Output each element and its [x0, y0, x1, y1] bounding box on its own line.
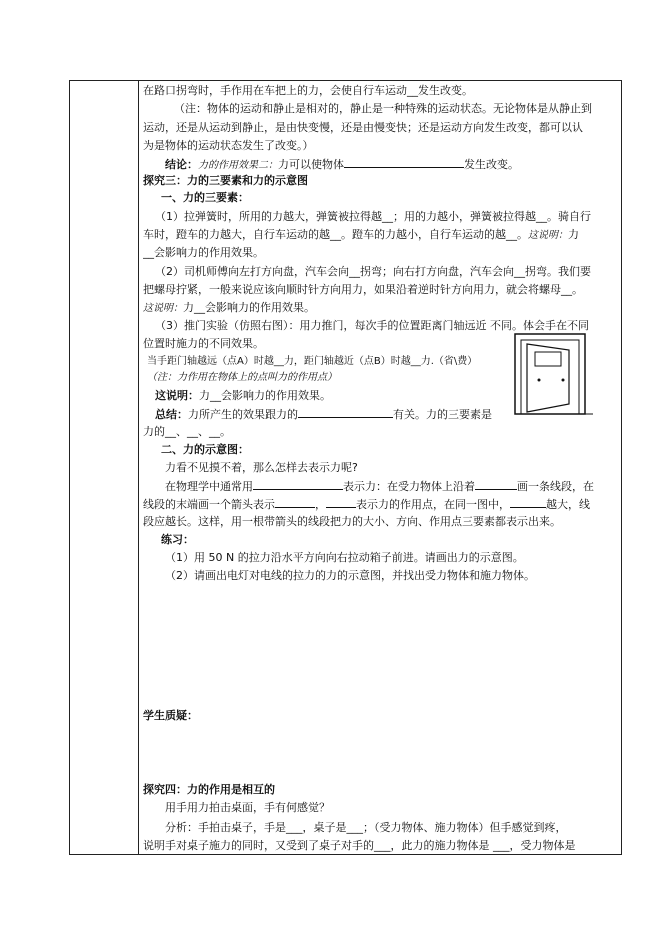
text-line [155, 406, 492, 422]
text-line: 运动，还是从运动到静止，是由快变慢，还是由慢变快；还是运动方向发生改变，都可以认 [143, 121, 583, 134]
text-line: 把螺母拧紧，一般来说应该向顺时针方向用力，如果沿着逆时针方向用力，就会将螺母__。 [143, 283, 583, 296]
conclusion-label: 结论： [165, 158, 198, 171]
text-line: 位置时施力的不同效果。 [143, 337, 264, 350]
blank-field[interactable] [326, 496, 356, 508]
text-fragment: 力__会影响力的作用效果。 [199, 389, 331, 402]
text-fragment: 在物理学中通常用 [165, 480, 253, 493]
text-line: 力的__、__、__。 [143, 425, 231, 438]
italic-note: （注：力作用在物体上的点叫力的作用点） [147, 372, 337, 383]
blank-field[interactable] [253, 478, 343, 490]
blank-field[interactable] [275, 496, 315, 508]
blank-field[interactable] [344, 156, 464, 168]
italic-note: 这说明： [528, 230, 568, 241]
text-line: （2）司机师傅向左打方向盘，汽车会向__拐弯；向右打方向盘，汽车会向__拐弯。我们要 [155, 265, 591, 278]
text-line: （1）拉弹簧时，所用的力越大，弹簧被拉得越__；用的力越小，弹簧被拉得越__。骑自行 [155, 210, 591, 223]
text-line: 力看不见摸不着，那么怎样去表示力呢? [165, 461, 358, 474]
note-label: 这说明： [155, 389, 199, 402]
subsection-heading: 一、力的三要素： [161, 191, 249, 204]
door-diagram [507, 328, 597, 418]
text-fragment: 发生改变。 [464, 158, 519, 171]
text-fragment: 力__会影响力的作用效果。 [183, 301, 315, 314]
conclusion-line [165, 156, 519, 173]
italic-note: 这说明： [143, 303, 183, 314]
text-line [143, 300, 315, 316]
text-line: （1）用 50 N 的拉力沿水平方向向右拉动箱子前进。请画出力的示意图。 [165, 551, 524, 564]
lesson-content [143, 80, 617, 855]
text-line: 说明手对桌子施力的同时，又受到了桌子对手的___，此力的施力物体是 ___，受力物体是 [143, 839, 576, 852]
text-fragment: 车时，蹬车的力越大，自行车运动的越__。蹬车的力越小，自行车运动的越__。 [143, 228, 528, 241]
blank-field[interactable] [475, 478, 517, 490]
text-fragment: 表示力的作用点，在同一图中， [356, 498, 510, 511]
section-heading: 探究四：力的作用是相互的 [143, 783, 275, 796]
student-questions-label: 学生质疑： [143, 709, 198, 722]
text-fragment: 力所产生的效果跟力的 [188, 408, 298, 421]
text-line [155, 388, 331, 403]
text-fragment: 表示力：在受力物体上沿着 [343, 480, 475, 493]
text-line: 用手用力拍击桌面，手有何感觉？ [165, 801, 330, 814]
subsection-heading: 二、力的示意图： [161, 443, 249, 456]
text-fragment: 有关。力的三要素是 [393, 408, 492, 421]
blank-field[interactable] [510, 496, 546, 508]
text-fragment: 力 [568, 228, 579, 241]
text-line: 在路口拐弯时，手作用在车把上的力，会使自行车运动__发生改变。 [143, 84, 473, 97]
text-line: 段应越长。这样，用一根带箭头的线段把力的大小、方向、作用点三要素都表示出来。 [143, 515, 561, 528]
italic-note: 力的作用效果二： [198, 160, 278, 171]
blank-field[interactable] [298, 406, 393, 418]
text-line: 分析：手拍击桌子，手是___，桌子是___；（受力物体、施力物体）但手感觉到疼， [165, 821, 567, 834]
text-line [143, 496, 590, 512]
text-fragment: 线段的末端画一个箭头表示 [143, 498, 275, 511]
summary-label: 总结： [155, 408, 188, 421]
section-heading: 探究三：力的三要素和力的示意图 [143, 174, 308, 187]
text-line: （注：物体的运动和静止是相对的，静止是一种特殊的运动状态。无论物体是从静止到 [174, 102, 592, 115]
text-line: 为是物体的运动状态发生了改变。） [143, 139, 314, 152]
text-fragment: 力可以使物体 [278, 158, 344, 171]
text-fragment: 画一条线段，在 [517, 480, 594, 493]
text-fragment: ， [315, 498, 326, 511]
text-line [143, 227, 579, 243]
text-line [165, 478, 594, 494]
text-line: 当手距门轴越远（点A）时越__力，距门轴越近（点B）时越__力.（省\费） [147, 356, 478, 367]
text-fragment: 越大，线 [546, 498, 590, 511]
text-line: （2）请画出电灯对电线的拉力的力的示意图，并找出受力物体和施力物体。 [165, 569, 535, 582]
exercise-label: 练习： [161, 533, 194, 546]
text-line: __会影响力的作用效果。 [143, 246, 264, 259]
text-line: （3）推门实验（仿照右图）：用力推门，每次手的位置距离门轴远近 不同。体会手在不同 [155, 319, 589, 332]
